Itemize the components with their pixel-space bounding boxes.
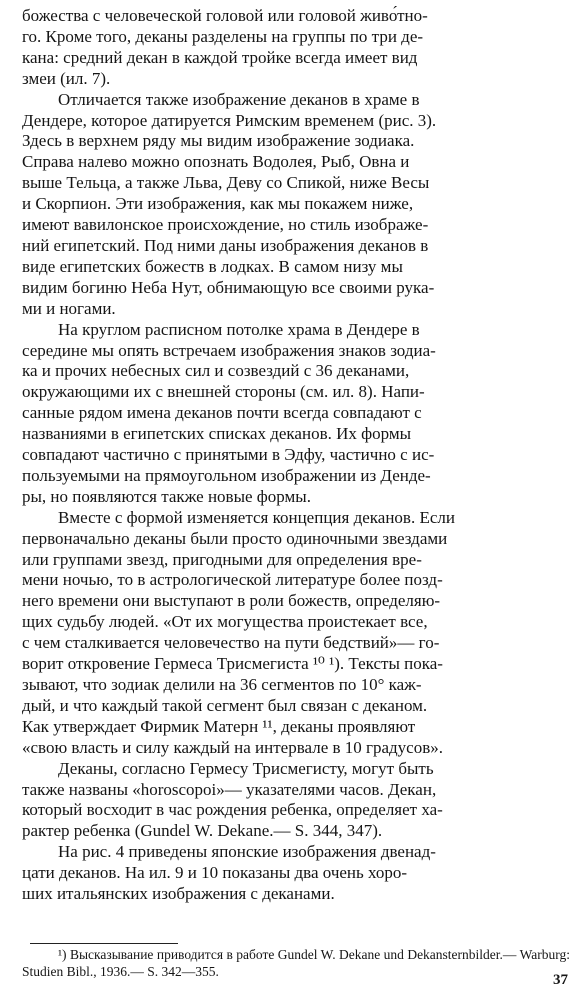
text-line: «свою власть и силу каждый на интервале в 10 градусов». [22, 737, 444, 757]
text-line: божества с человеческой головой или головой живо́тно- [22, 6, 428, 25]
text-line: Здесь в верхнем ряду мы видим изображение зодиака. [22, 131, 415, 151]
text-line: Как утверждает Фирмик Матерн ¹¹, деканы проявляют [22, 716, 416, 736]
text-line: санные рядом имена деканов почти всегда совпадают с [22, 403, 422, 423]
text-line: ка и прочих небесных сил и созвездий с 36 деканами, [22, 361, 410, 381]
text-line: кана: средний декан в каждой тройке всегда имеет вид [22, 47, 418, 67]
text-line: или группами звезд, пригодными для определения вре- [22, 549, 422, 569]
text-line: названиями в египетских списках деканов. Их формы [22, 424, 412, 444]
text-line: середине мы опять встречаем изображения знаков зодиа- [22, 340, 436, 360]
text-line: ний египетский. Под ними даны изображения деканов в [22, 235, 429, 255]
text-line: окружающими их с внешней стороны (см. ил. 8). Напи- [22, 382, 425, 402]
text-line: также названы «horoscopoi»— указателями часов. Декан, [22, 779, 437, 799]
text-line: первоначально деканы были просто одиночными звездами [22, 528, 448, 548]
paragraph-1 [22, 6, 570, 90]
text-line: который восходит в час рождения ребенка, определяет ха- [22, 800, 443, 820]
page-number: 37 [553, 972, 568, 988]
text-line: Справа налево можно опознать Водолея, Рыб, Овна и [22, 152, 410, 172]
main-text [22, 6, 570, 905]
footnote: ¹) Высказывание приводится в работе Gundel W. Dekane und Dekansternbilder.— Warburg: Studien Bibl., 1936.— S. 342—355. [22, 947, 570, 979]
text-line: ворит откровение Гермеса Трисмегиста ¹⁰ ¹). Тексты пока- [22, 654, 443, 674]
text-line: рактер ребенка (Gundel W. Dekane.— S. 344, 347). [22, 821, 383, 841]
text-line: змеи (ил. 7). [22, 68, 111, 88]
text-line: Отличается также изображение деканов в храме в [58, 89, 420, 109]
text-line: На рис. 4 приведены японские изображения двенад- [58, 842, 436, 862]
text-line: цати деканов. На ил. 9 и 10 показаны два очень хоро- [22, 863, 408, 883]
text-line: и Скорпион. Эти изображения, как мы покажем ниже, [22, 194, 414, 214]
text-line: видим богиню Неба Нут, обнимающую все своими рука- [22, 277, 435, 297]
text-line: щих судьбу людей. «От их могущества проистекает все, [22, 612, 428, 632]
text-line: ших итальянских изображения с деканами. [22, 884, 335, 904]
text-line: го. Кроме того, деканы разделены на группы по три де- [22, 26, 424, 46]
text-line: Дендере, которое датируется Римским временем (рис. 3). [22, 110, 437, 130]
text-line: выше Тельца, а также Льва, Деву со Спикой, ниже Весы [22, 173, 430, 193]
text-line: Деканы, согласно Гермесу Трисмегисту, могут быть [58, 758, 434, 778]
paragraph-6 [22, 842, 570, 905]
paragraph-3 [22, 320, 570, 508]
text-line: него времени они выступают в роли божеств, определяю- [22, 591, 441, 611]
text-line: Вместе с формой изменяется концепция деканов. Если [58, 507, 455, 527]
text-line: с чем сталкивается человечество на пути бедствий»— го- [22, 633, 440, 653]
paragraph-2 [22, 90, 570, 320]
text-line: пользуемыми на прямоугольном изображении из Денде- [22, 465, 431, 485]
text-line: совпадают частично с принятыми в Эдфу, частично с ис- [22, 445, 435, 465]
text-line: зывают, что зодиак делили на 36 сегментов по 10° каж- [22, 675, 422, 694]
text-line: ми и ногами. [22, 298, 116, 318]
footnote-divider [30, 943, 178, 944]
text-line: ры, но появляются также новые формы. [22, 486, 311, 506]
text-line: виде египетских божеств в лодках. В самом низу мы [22, 256, 403, 276]
text-line: мени ночью, то в астрологической литературе более позд- [22, 570, 443, 590]
paragraph-4 [22, 508, 570, 759]
paragraph-5 [22, 759, 570, 843]
text-line: На круглом расписном потолке храма в Дендере в [58, 319, 420, 339]
text-line: дый, и что каждый такой сегмент был связан с деканом. [22, 695, 428, 715]
text-line: имеют вавилонское происхождение, но стиль изображе- [22, 215, 429, 235]
